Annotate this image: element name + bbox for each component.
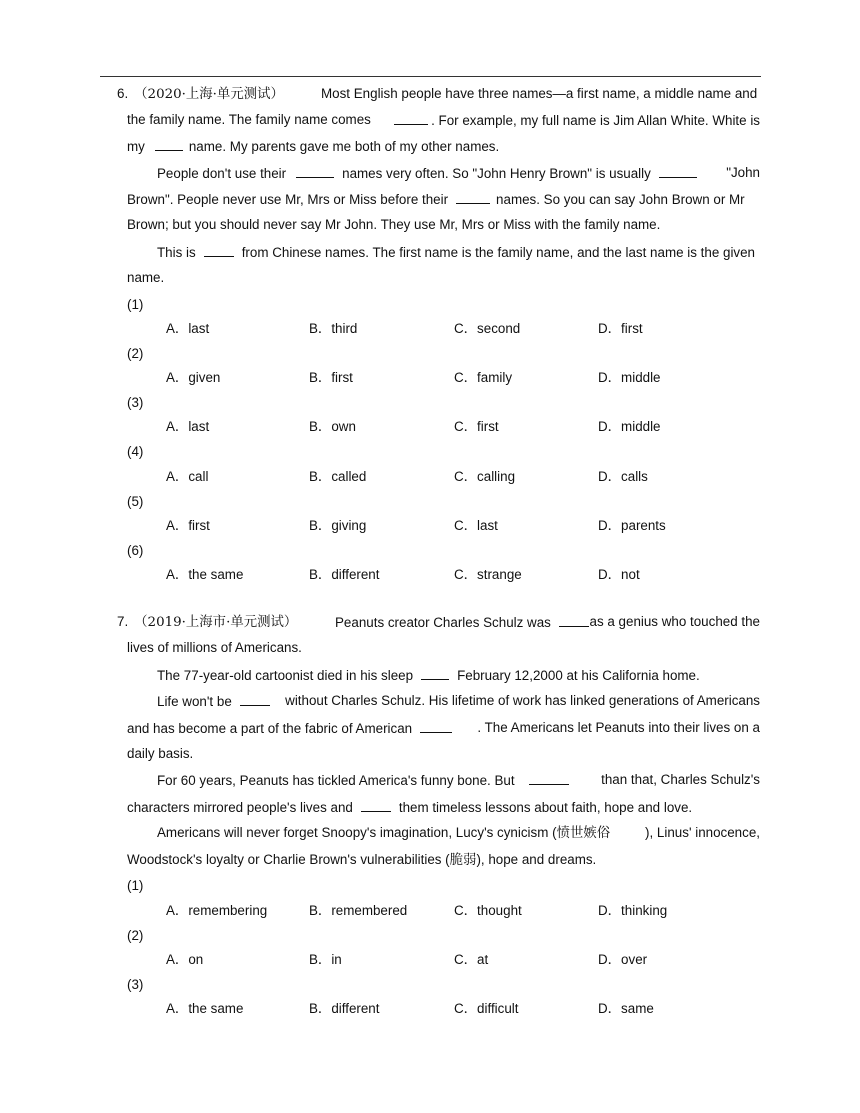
option-c[interactable]: C．second [454, 321, 521, 336]
q6-passage-line-6: Brown; but you should never say Mr John. They use Mr, Mrs or Miss with the family name. [127, 217, 661, 232]
option-a[interactable]: A．call [166, 469, 209, 484]
q6-question-2-number: (2) [127, 346, 144, 361]
q7-question-1-number: (1) [127, 878, 144, 893]
blank[interactable] [155, 138, 183, 151]
q7-passage-line-8: characters mirrored people's lives and them timeless lessons about faith, hope and love. [127, 800, 693, 815]
option-a[interactable]: A．remembering [166, 903, 268, 918]
q7-passage-line-5: and has become a part of the fabric of American . The Americans let Peanuts into their lives on a [127, 720, 760, 736]
option-c[interactable]: C．calling [454, 469, 516, 484]
option-b[interactable]: B．remembered [309, 903, 408, 918]
q6-question-4-number: (4) [127, 444, 144, 459]
blank[interactable] [659, 165, 697, 178]
option-d[interactable]: D．first [598, 321, 643, 336]
q7-question-3-number: (3) [127, 977, 144, 992]
q6-passage-line-3: my name. My parents gave me both of my other names. [127, 139, 500, 154]
option-a[interactable]: A．given [166, 370, 221, 385]
q7-question-2-number: (2) [127, 928, 144, 943]
option-b[interactable]: B．own [309, 419, 356, 434]
option-d[interactable]: D．thinking [598, 903, 668, 918]
q6-question-5-number: (5) [127, 494, 144, 509]
q6-question-1-options [166, 321, 726, 337]
q7-passage-line-1: Peanuts creator Charles Schulz was as a genius who touched the [335, 614, 760, 630]
top-divider [100, 76, 761, 77]
q6-passage-line-7: This is from Chinese names. The first name is the family name, and the last name is the given [157, 245, 756, 260]
q7-passage-line-3: The 77-year-old cartoonist died in his sleep February 12,2000 at his California home. [157, 668, 700, 683]
q6-passage-line-1: Most English people have three names—a first name, a middle name and [321, 86, 758, 101]
q6-passage-line-2: the family name. The family name comes . For example, my full name is Jim Allan White. White is [127, 112, 760, 128]
q6-question-3-number: (3) [127, 395, 144, 410]
option-d[interactable]: D．same [598, 1001, 654, 1016]
option-c[interactable]: C．first [454, 419, 499, 434]
option-b[interactable]: B．first [309, 370, 353, 385]
q6-passage-line-8: name. [127, 270, 165, 285]
blank[interactable] [394, 112, 428, 125]
option-b[interactable]: B．different [309, 567, 380, 582]
q7-passage-line-9: Americans will never forget Snoopy's imagination, Lucy's cynicism (愤世嫉俗 ), Linus' innocence, [157, 825, 760, 841]
blank[interactable] [296, 165, 334, 178]
option-b[interactable]: B．giving [309, 518, 367, 533]
q6-question-1-number: (1) [127, 297, 144, 312]
q6-question-4-options [166, 469, 726, 485]
q6-source: （2020·上海·单元测试） [134, 87, 284, 102]
option-c[interactable]: C．difficult [454, 1001, 519, 1016]
option-d[interactable]: D．middle [598, 370, 661, 385]
option-a[interactable]: A．the same [166, 1001, 244, 1016]
option-a[interactable]: A．first [166, 518, 210, 533]
option-c[interactable]: C．thought [454, 903, 522, 918]
q7-source: （2019·上海市·单元测试） [134, 615, 298, 630]
blank[interactable] [420, 720, 452, 733]
option-d[interactable]: D．not [598, 567, 640, 582]
option-c[interactable]: C．strange [454, 567, 522, 582]
option-d[interactable]: D．over [598, 952, 648, 967]
option-c[interactable]: C．last [454, 518, 498, 533]
option-d[interactable]: D．parents [598, 518, 666, 533]
option-b[interactable]: B．called [309, 469, 367, 484]
q6-question-6-number: (6) [127, 543, 144, 558]
q7-number: 7. [117, 614, 129, 629]
q6-question-6-options [166, 567, 726, 583]
q6-question-5-options [166, 518, 726, 534]
option-c[interactable]: C．at [454, 952, 489, 967]
q7-question-2-options [166, 952, 726, 968]
q7-passage-line-4: Life won't be without Charles Schulz. His lifetime of work has linked generations of Americans [157, 693, 760, 709]
q7-passage-line-7: For 60 years, Peanuts has tickled America's funny bone. But than that, Charles Schulz's [157, 772, 760, 788]
q6-number: 6. [117, 86, 129, 101]
q7-question-3-options [166, 1001, 726, 1017]
option-c[interactable]: C．family [454, 370, 513, 385]
q7-passage-line-6: daily basis. [127, 746, 194, 761]
q7-passage-line-2: lives of millions of Americans. [127, 640, 302, 655]
option-a[interactable]: A．on [166, 952, 204, 967]
q7-header [117, 614, 297, 631]
option-d[interactable]: D．calls [598, 469, 648, 484]
q6-passage-line-4: People don't use their names very often. So "John Henry Brown" is usually "John [157, 165, 760, 181]
blank[interactable] [240, 693, 270, 706]
blank[interactable] [421, 667, 449, 680]
blank[interactable] [204, 244, 234, 257]
option-b[interactable]: B．in [309, 952, 342, 967]
blank[interactable] [361, 799, 391, 812]
option-a[interactable]: A．the same [166, 567, 244, 582]
q6-question-2-options [166, 370, 726, 386]
option-b[interactable]: B．third [309, 321, 358, 336]
q6-question-3-options [166, 419, 726, 435]
option-d[interactable]: D．middle [598, 419, 661, 434]
q6-passage-line-5: Brown". People never use Mr, Mrs or Miss before their names. So you can say John Brown or Mr [127, 192, 745, 207]
blank[interactable] [529, 772, 569, 785]
blank[interactable] [559, 614, 589, 627]
option-b[interactable]: B．different [309, 1001, 380, 1016]
blank[interactable] [456, 191, 490, 204]
q6-header [117, 86, 284, 103]
option-a[interactable]: A．last [166, 321, 210, 336]
option-a[interactable]: A．last [166, 419, 210, 434]
q7-passage-line-10: Woodstock's loyalty or Charlie Brown's vulnerabilities (脆弱), hope and dreams. [127, 852, 597, 868]
q7-question-1-options [166, 903, 726, 919]
